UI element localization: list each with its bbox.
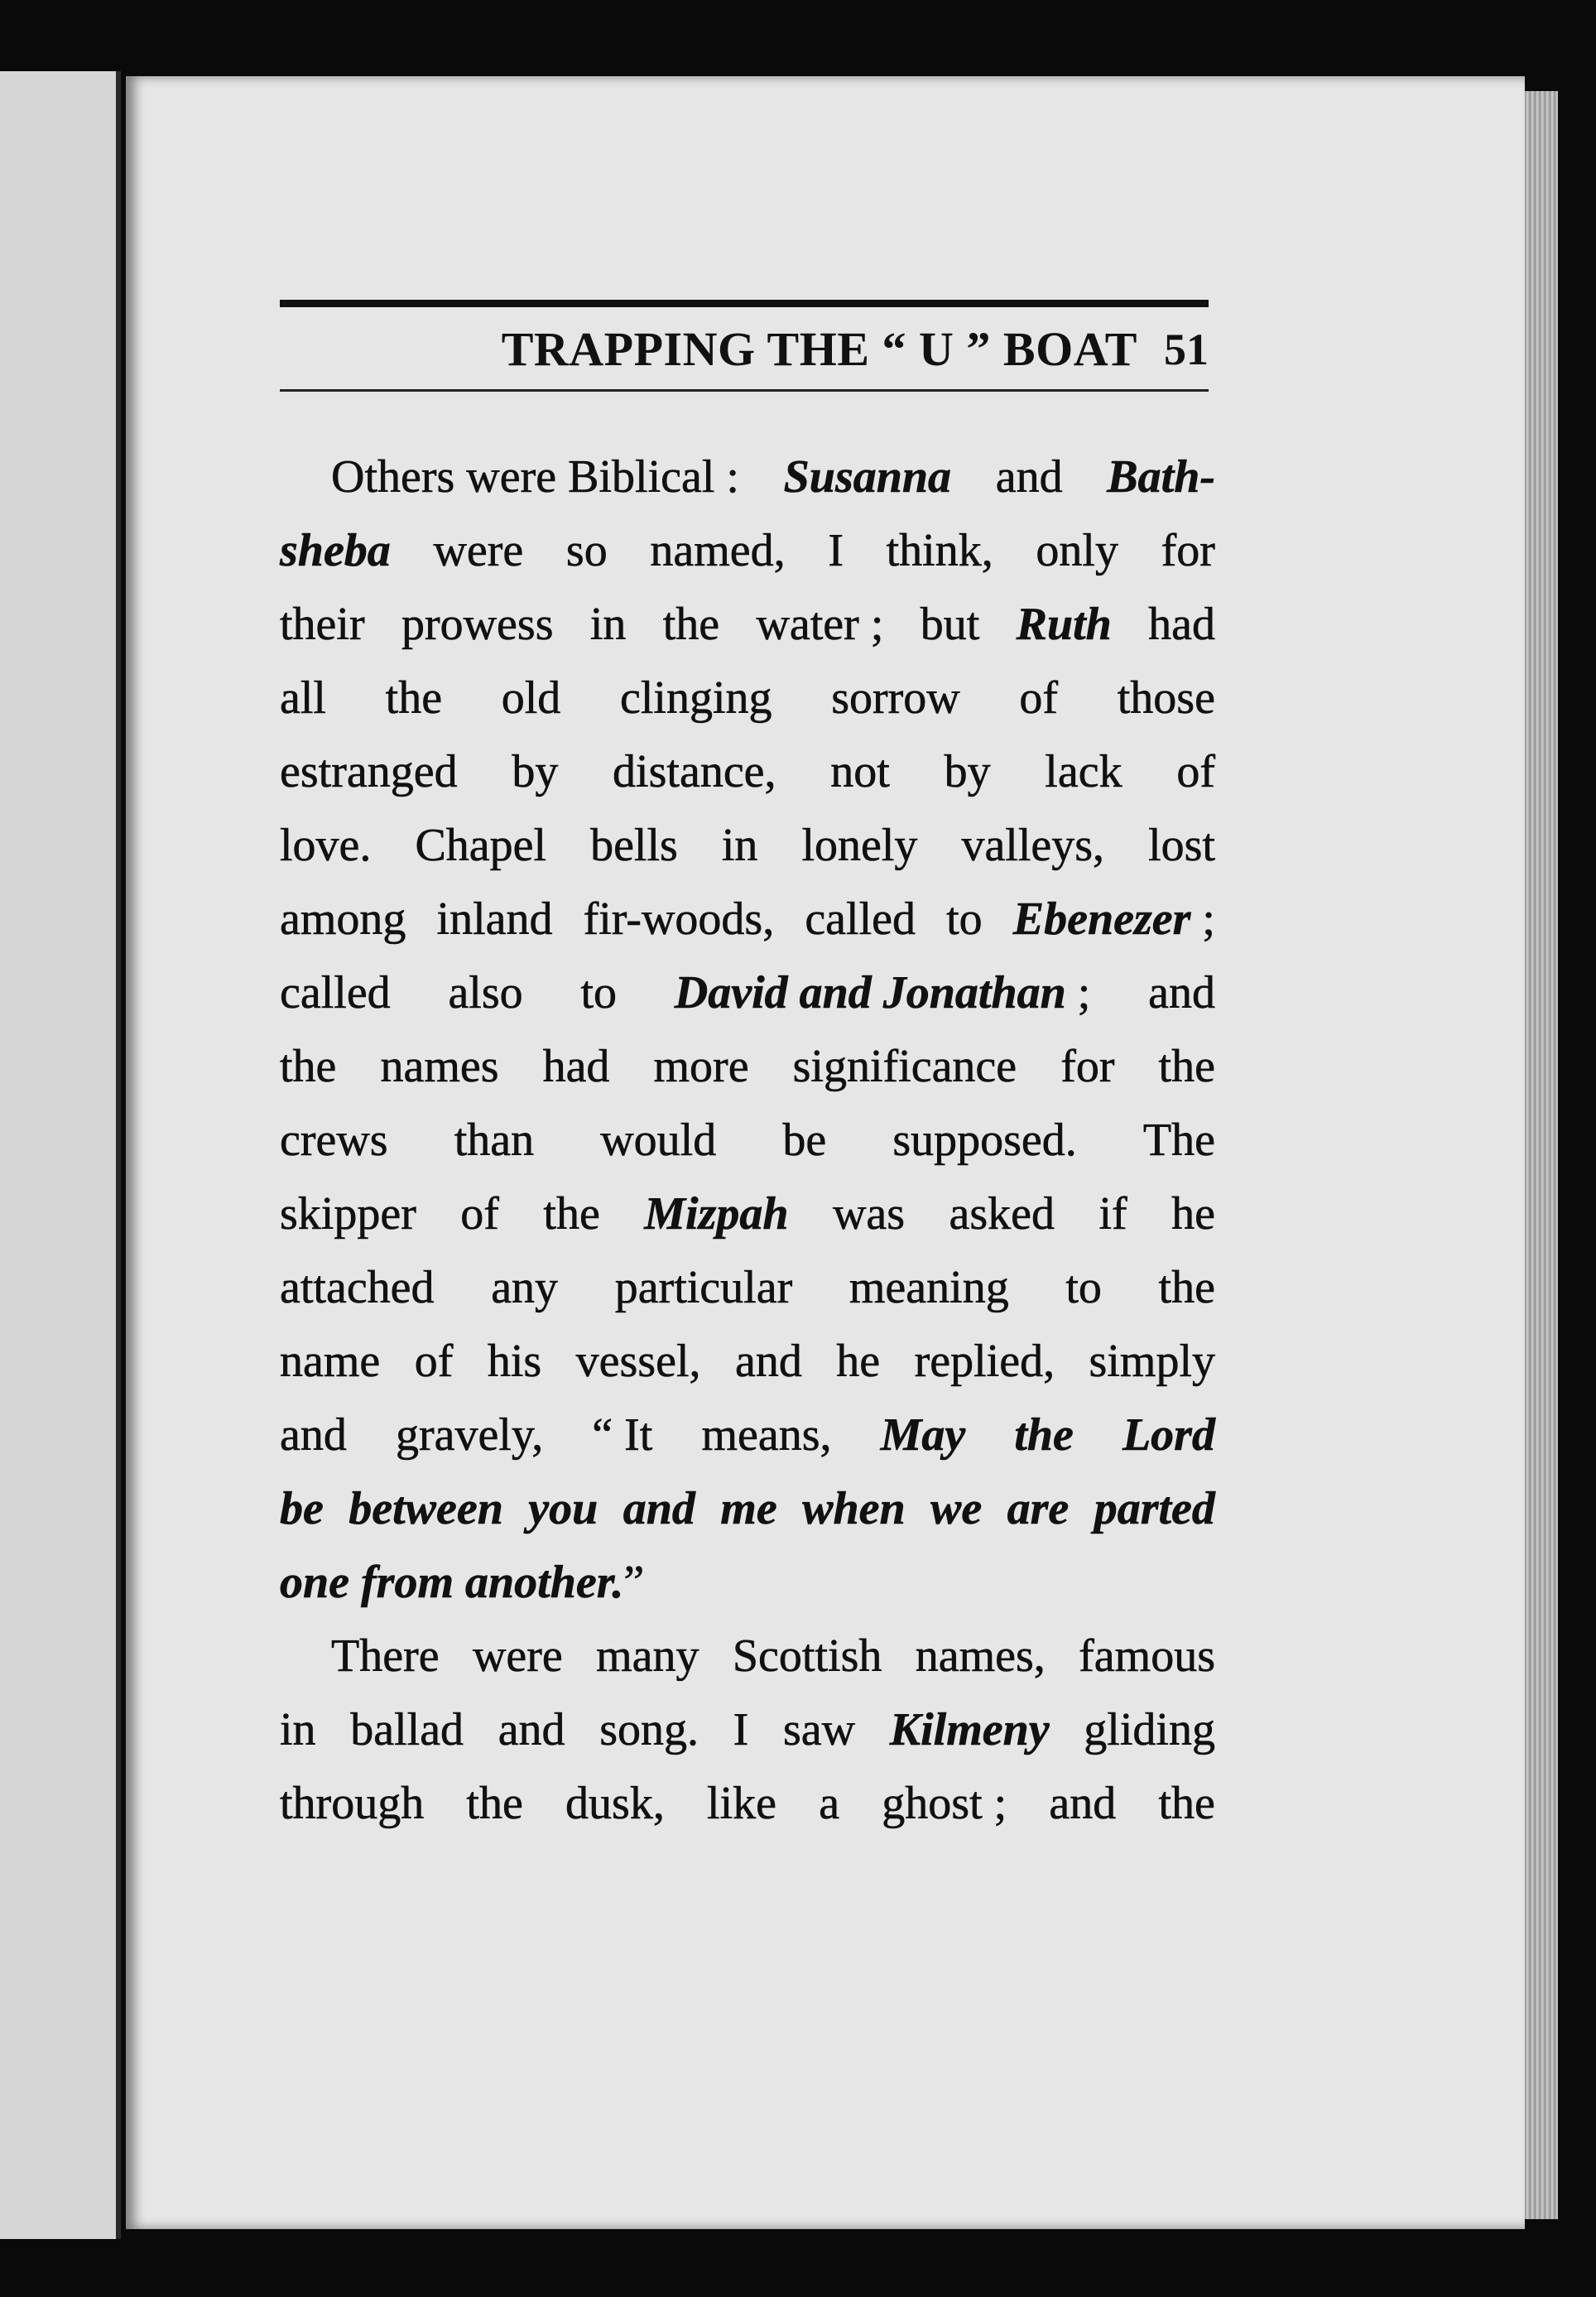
word: song. <box>599 1704 699 1755</box>
word: would <box>600 1115 717 1166</box>
word: he <box>1171 1188 1215 1240</box>
word: and <box>623 1483 695 1534</box>
word: prowess <box>401 599 554 650</box>
word: saw <box>782 1704 856 1755</box>
word: There <box>331 1630 440 1682</box>
word: to <box>946 893 983 945</box>
word: famous <box>1079 1630 1215 1682</box>
word: only <box>1036 525 1118 576</box>
page-number: 51 <box>1164 325 1209 374</box>
word: distance, <box>613 746 776 797</box>
word: so <box>565 525 608 576</box>
word: estranged <box>280 746 458 797</box>
text-line <box>280 441 1215 514</box>
word: like <box>707 1778 777 1829</box>
word: were <box>433 525 524 576</box>
word: particular <box>614 1262 793 1313</box>
word: Scottish <box>732 1630 882 1682</box>
word: the <box>280 1041 337 1092</box>
word: also <box>448 967 523 1018</box>
word: the <box>1158 1262 1215 1313</box>
word: attached <box>280 1262 435 1313</box>
word: skipper <box>280 1188 416 1240</box>
word: Kilmeny <box>889 1704 1050 1755</box>
word: in <box>589 599 627 650</box>
text-line <box>280 514 1215 588</box>
word: of <box>414 1336 454 1387</box>
word: of <box>1019 672 1059 724</box>
text-line <box>280 1177 1215 1251</box>
word: Others were Biblical : <box>331 451 739 503</box>
word: the <box>1014 1409 1074 1461</box>
word: in <box>280 1704 316 1755</box>
word: be <box>782 1115 827 1166</box>
word: and <box>1049 1778 1117 1829</box>
word: and <box>280 1409 347 1461</box>
word: by <box>944 746 991 797</box>
word: their <box>280 599 365 650</box>
word: and <box>995 451 1063 503</box>
word: think, <box>886 525 993 576</box>
text-line <box>280 1399 1215 1472</box>
word: “ It <box>592 1409 653 1461</box>
text-line <box>280 956 1215 1030</box>
word: Ruth <box>1016 599 1112 650</box>
word: David and Jonathan ; <box>674 967 1091 1018</box>
word: sorrow <box>831 672 960 724</box>
text-line <box>280 735 1215 809</box>
word: clinging <box>619 672 772 724</box>
header-rule-top <box>280 300 1209 307</box>
word: me <box>720 1483 777 1534</box>
word: between <box>349 1483 503 1534</box>
word: his <box>487 1336 542 1387</box>
word: and <box>734 1336 802 1387</box>
word: to <box>580 967 617 1018</box>
word: inland <box>436 893 553 945</box>
text-line <box>280 883 1215 956</box>
previous-page-edge <box>0 71 121 2239</box>
word: one from another.” <box>280 1557 645 1608</box>
text-line <box>280 1767 1215 1841</box>
word: Chapel <box>415 820 547 871</box>
word: Ebenezer ; <box>1012 893 1215 945</box>
text-line <box>280 1325 1215 1399</box>
word: love. <box>280 820 372 871</box>
word: in <box>721 820 758 871</box>
word: simply <box>1089 1336 1215 1387</box>
word: water ; <box>756 599 884 650</box>
word: supposed. <box>892 1115 1077 1166</box>
word: he <box>836 1336 881 1387</box>
text-line <box>280 1546 1215 1620</box>
word: lonely <box>801 820 918 871</box>
word: names <box>380 1041 499 1092</box>
text-line <box>280 588 1215 662</box>
word: gliding <box>1084 1704 1215 1755</box>
word: not <box>830 746 890 797</box>
word: valleys, <box>961 820 1105 871</box>
word: the <box>543 1188 600 1240</box>
word: called <box>805 893 916 945</box>
word: had <box>1148 599 1215 650</box>
word: among <box>280 893 406 945</box>
word: The <box>1142 1115 1215 1166</box>
word: the <box>466 1778 523 1829</box>
word: sheba <box>280 525 391 576</box>
word: I <box>828 525 844 576</box>
header-rule-bottom <box>280 389 1209 392</box>
word: but <box>920 599 980 650</box>
word: I <box>733 1704 749 1755</box>
word: of <box>460 1188 499 1240</box>
word: were <box>472 1630 563 1682</box>
word: you <box>528 1483 598 1534</box>
body-text <box>280 441 1215 1841</box>
text-line <box>280 1472 1215 1546</box>
word: for <box>1161 525 1215 576</box>
word: to <box>1065 1262 1102 1313</box>
word: lack <box>1045 746 1122 797</box>
word: are <box>1007 1483 1070 1534</box>
running-title: TRAPPING THE “ U ” BOAT <box>501 322 1137 376</box>
word: parted <box>1094 1483 1215 1534</box>
word: means, <box>701 1409 832 1461</box>
page-stack-edge <box>1525 91 1558 2219</box>
word: any <box>491 1262 559 1313</box>
word: vessel, <box>575 1336 701 1387</box>
word: ghost ; <box>882 1778 1007 1829</box>
word: ballad <box>350 1704 464 1755</box>
text-line <box>280 1693 1215 1767</box>
word: through <box>280 1778 425 1829</box>
word: if <box>1098 1188 1127 1240</box>
word: was <box>832 1188 906 1240</box>
word: significance <box>792 1041 1017 1092</box>
word: and <box>1148 967 1215 1018</box>
word: the <box>1158 1041 1215 1092</box>
running-head <box>280 316 1209 383</box>
text-line <box>280 1104 1215 1177</box>
word: meaning <box>848 1262 1009 1313</box>
word: and <box>498 1704 565 1755</box>
text-line <box>280 1030 1215 1104</box>
word: all <box>280 672 326 724</box>
word: called <box>280 967 391 1018</box>
word: bells <box>590 820 678 871</box>
word: of <box>1176 746 1215 797</box>
word: replied, <box>914 1336 1055 1387</box>
word: more <box>653 1041 749 1092</box>
word: Lord <box>1122 1409 1215 1461</box>
word: we <box>930 1483 983 1534</box>
word: for <box>1060 1041 1115 1092</box>
word: the <box>1158 1778 1215 1829</box>
word: by <box>512 746 559 797</box>
word: be <box>280 1483 324 1534</box>
text-line <box>280 662 1215 735</box>
word: Mizpah <box>644 1188 789 1240</box>
word: gravely, <box>395 1409 544 1461</box>
word: name <box>280 1336 381 1387</box>
text-line <box>280 1251 1215 1325</box>
word: May <box>880 1409 966 1461</box>
word: Bath- <box>1107 451 1215 503</box>
word: the <box>662 599 720 650</box>
word: dusk, <box>565 1778 665 1829</box>
word: many <box>596 1630 699 1682</box>
word: lost <box>1148 820 1215 871</box>
word: names, <box>915 1630 1046 1682</box>
word: had <box>542 1041 610 1092</box>
word: when <box>802 1483 906 1534</box>
word: old <box>501 672 561 724</box>
word: asked <box>949 1188 1055 1240</box>
text-line <box>280 809 1215 883</box>
text-line <box>280 1620 1215 1693</box>
word: those <box>1117 672 1215 724</box>
word: the <box>385 672 443 724</box>
word: crews <box>280 1115 388 1166</box>
word: Susanna <box>783 451 952 503</box>
word: than <box>454 1115 535 1166</box>
word: named, <box>650 525 786 576</box>
word: fir-woods, <box>583 893 775 945</box>
word: a <box>819 1778 840 1829</box>
